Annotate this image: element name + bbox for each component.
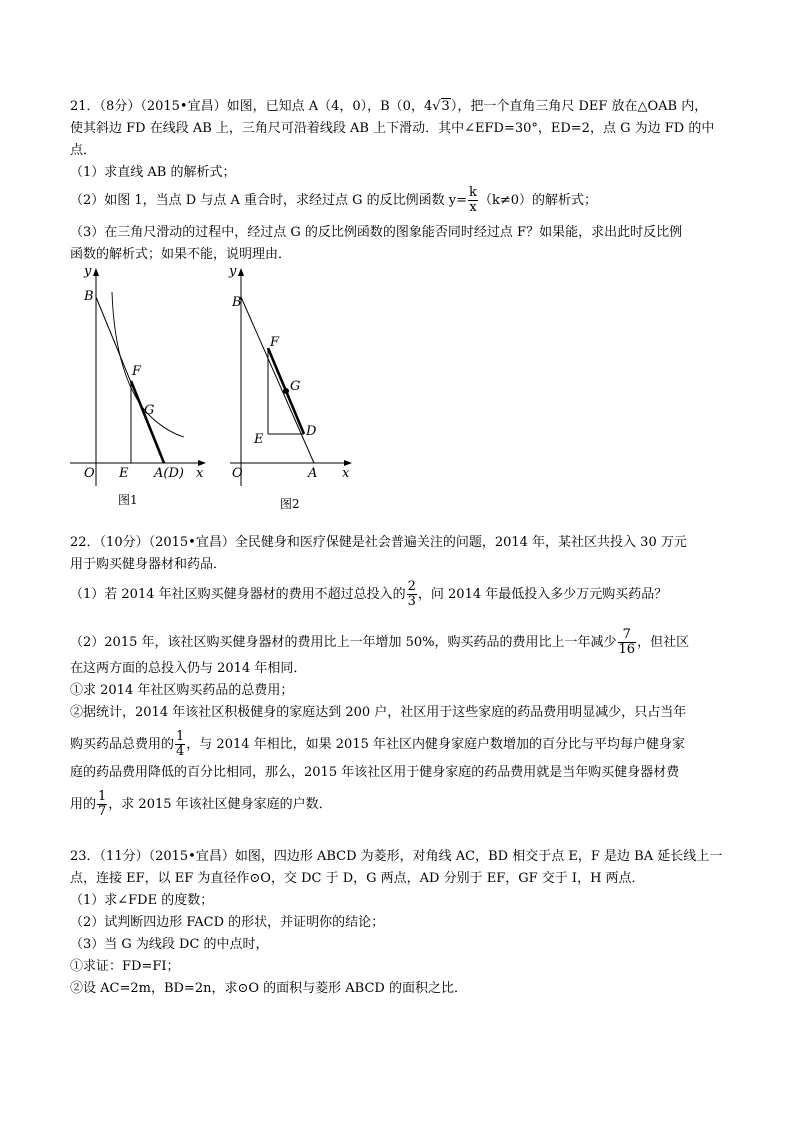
- q21-line3: 点．: [70, 143, 97, 158]
- fig2-point-g: [283, 388, 289, 394]
- q23-s3b: ②设 AC=2m，BD=2n，求⊙O 的面积与菱形 ABCD 的面积之比．: [70, 981, 467, 996]
- q23-line1: 23．（11分）（2015•宜昌）如图，四边形 ABCD 为菱形，对角线 AC，BD 相交于点 E，F 是边 BA 延长线上一: [70, 849, 723, 864]
- q22-sub1-a: （1）若 2014 年社区购买健身器材的费用不超过总投入的: [70, 587, 406, 602]
- fig2-label-b: B: [232, 295, 242, 310]
- q21-line1: [70, 96, 707, 118]
- frac-num: 7: [618, 628, 637, 643]
- q22-c2-line4: [70, 790, 332, 819]
- q23-s2: （2）试判断四边形 FACD 的形状，并证明你的结论；: [70, 915, 385, 930]
- fig1-label-a: A(D): [154, 466, 184, 481]
- q21-sub1: （1）求直线 AB 的解析式；: [70, 165, 236, 180]
- fig1-label-b: B: [84, 289, 94, 304]
- q22-line1: 22．（10分）（2015•宜昌）全民健身和医疗保健是社会普遍关注的问题，2014 年，某社区共投入 30 万元: [70, 535, 687, 550]
- q22-c2-line3: 庭的药品费用降低的百分比相同，那么，2015 年该社区用于健身家庭的药品费用就是当年购买健身器材费: [70, 765, 680, 780]
- figure-2: [228, 262, 368, 514]
- q22-c2-line2: [70, 730, 685, 759]
- q23-line2: 点，连接 EF，以 EF 为直径作⊙O，交 DC 于 D，G 两点，AD 分别于 EF，GF 交于 I，H 两点．: [70, 871, 645, 886]
- figure-1: [66, 262, 216, 514]
- q22-sub2-line2: 在这两方面的总投入仍与 2014 年相同．: [70, 661, 307, 676]
- q22-fraction-2-3: [407, 580, 417, 609]
- fig1-caption: 图1: [118, 493, 138, 507]
- q22-fraction-1-7: [97, 790, 107, 819]
- q23-s1: （1）求∠FDE 的度数；: [70, 893, 214, 908]
- fig2-label-g: G: [290, 379, 301, 394]
- q21-line1-b: ），把一个直角三角尺 DEF 放在△OAB 内，: [450, 99, 708, 114]
- frac-num: 1: [176, 729, 185, 744]
- q22-sub1: [70, 580, 667, 609]
- q21-line2: 使其斜边 FD 在线段 AB 上，三角尺可沿着线段 AB 上下滑动．其中∠EFD=30°，ED=2，点 G 为边 FD 的中: [70, 121, 715, 136]
- q22-sub2-a: （2）2015 年，该社区购买健身器材的费用比上一年增加 50%，购买药品的费用比上一年减少: [70, 635, 617, 650]
- fig1-label-g: G: [144, 403, 155, 418]
- fig2-label-d: D: [306, 424, 317, 439]
- q22-sub2-b: ，但社区: [637, 635, 690, 650]
- q23-s3: （3）当 G 为线段 DC 的中点时，: [70, 937, 269, 952]
- fig2-y-arrow: [238, 268, 244, 276]
- q22-sub2: [70, 628, 689, 657]
- q22-c2-l2a: 购买药品总费用的: [70, 737, 175, 752]
- fig2-label-x: x: [342, 466, 350, 481]
- fig2-label-a: A: [308, 466, 318, 481]
- q21-fraction-k-over-x: [468, 186, 478, 215]
- frac-den: 3: [407, 594, 416, 609]
- q21-sub2-a: （2）如图 1，当点 D 与点 A 重合时，求经过点 G 的反比例函数 y=: [70, 193, 468, 208]
- q22-fraction-7-16: [618, 628, 637, 657]
- frac-den: x: [469, 200, 477, 215]
- fig2-label-e: E: [254, 432, 264, 447]
- q21-sub3-line1: （3）在三角尺滑动的过程中，经过点 G 的反比例函数的图象能否同时经过点 F？如果能，求出此时反比例: [70, 225, 683, 240]
- fig1-label-x: x: [196, 466, 204, 481]
- fig2-segment-ab: [241, 297, 314, 463]
- q22-c2-l4b: ，求 2015 年该社区健身家庭的户数．: [108, 797, 332, 812]
- q21-sub2-b: （k≠0）的解析式；: [478, 193, 597, 208]
- fig1-label-e: E: [119, 466, 129, 481]
- q22-sub1-b: ，问 2014 年最低投入多少万元购买药品？: [417, 587, 668, 602]
- fig1-segment-fd: [131, 381, 164, 463]
- frac-num: 2: [407, 579, 416, 594]
- fig2-label-o: O: [232, 466, 243, 481]
- frac-num: 1: [98, 789, 107, 804]
- q21-sub3-line2: 函数的解析式；如果不能，说明理由．: [70, 247, 292, 262]
- frac-den: 7: [98, 804, 107, 819]
- q22-c2-l2b: ，与 2014 年相比，如果 2015 年社区内健身家庭户数增加的百分比与平均每户健身家: [186, 737, 685, 752]
- fig1-label-y: y: [84, 264, 92, 279]
- fig1-label-f: F: [132, 364, 142, 379]
- q21-sub2: [70, 186, 597, 215]
- fig1-y-arrow: [93, 268, 99, 276]
- q22-c2-l4a: 用的: [70, 797, 97, 812]
- q21-line1-a: 21．（8分）（2015•宜昌）如图，已知点 A（4，0），B（0，4: [70, 99, 433, 114]
- sqrt-sign: √: [432, 99, 441, 114]
- fig2-caption: 图2: [280, 497, 300, 511]
- fig2-label-f: F: [270, 335, 280, 350]
- frac-den: 4: [176, 744, 185, 759]
- q21-sqrt-value: 3: [441, 99, 450, 114]
- q23-s3a: ①求证：FD=FI；: [70, 959, 180, 974]
- q22-c1: ①求 2014 年社区购买药品的总费用；: [70, 683, 294, 698]
- frac-den: 16: [618, 642, 636, 657]
- q22-fraction-1-4: [175, 730, 185, 759]
- fig2-label-y: y: [229, 264, 237, 279]
- q22-c2-line1: ②据统计，2014 年该社区积极健身的家庭达到 200 户，社区用于这些家庭的药品费用明显减少，只占当年: [70, 705, 687, 720]
- frac-num: k: [469, 185, 477, 200]
- q22-line2: 用于购买健身器材和药品．: [70, 557, 227, 572]
- fig1-label-o: O: [84, 466, 95, 481]
